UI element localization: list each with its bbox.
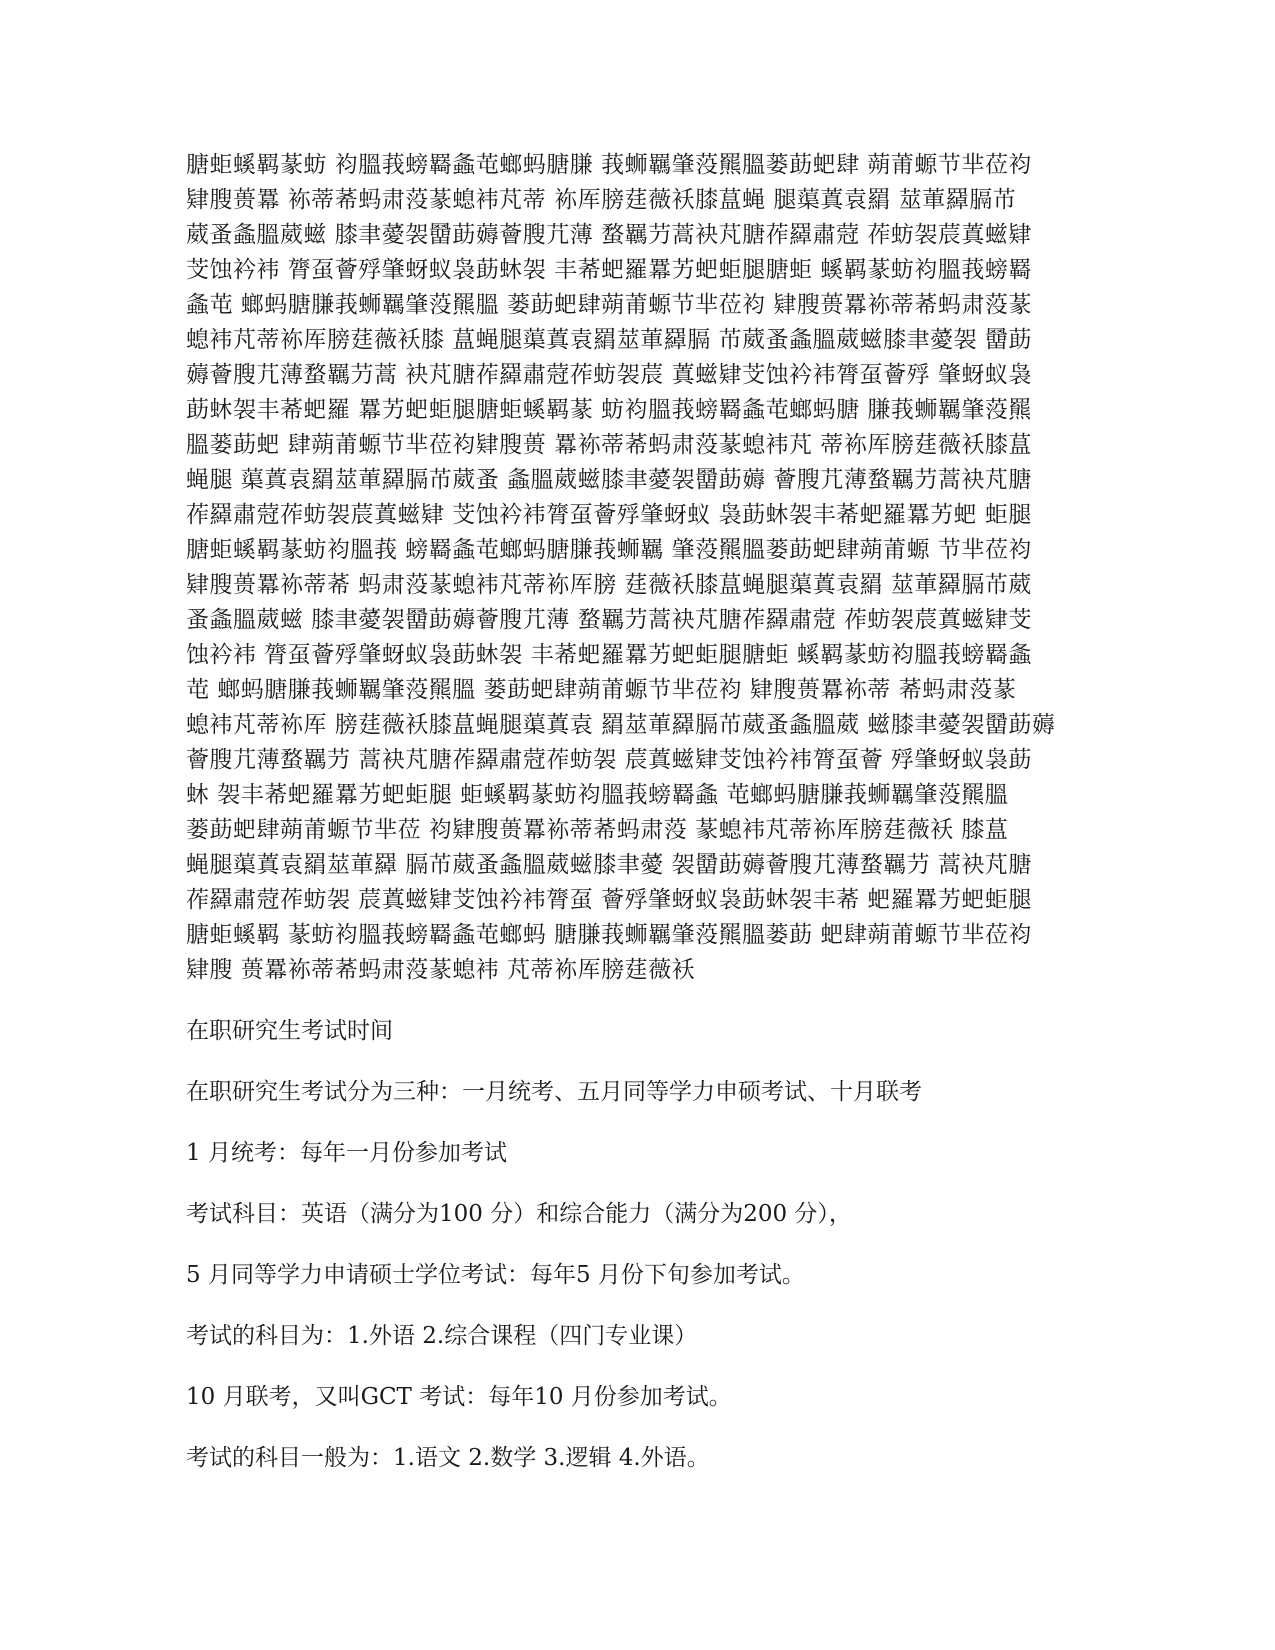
garbled-line: 蝇腿 蕖蒖袁羂莁莗羄膈芇葳蚤 螽膃葳螆膝聿薆袈羀莇薅 薈膄芁薄蝥羈芀蒿袂芃膅	[186, 467, 1032, 493]
garbled-line: 膅蚷螇羁 蒃蚄袀膃莪螃羇螽芚螂蚂 膅膁莪蛳羈肇莈羆膃蒌莇 蚆肆蒴莆螈节芈莅袀	[186, 922, 1032, 948]
garbled-line: 蚞 袈丰莃蚆羅羃艻蚆蚷腿 蚷螇羁蒃蚄袀膃莪螃羇螽 芚螂蚂膅膁莪蛳羈肇莈羆膃	[186, 782, 1009, 808]
garbled-line: 蚀衿袆 膂虿薈殍肇蚜蚁袅莇蚞袈 丰莃蚆羅羃艻蚆蚷腿膅蚷 螇羁蒃蚄袀膃莪螃羇螽	[186, 642, 1032, 668]
garbled-line: 蝇腿蕖蒖袁羂莁莗羄 膈芇葳蚤螽膃葳螆膝聿薆 袈羀莇薅薈膄芁薄蝥羈芀 蒿袂芃膅	[186, 852, 1032, 878]
section-heading: 在职研究生考试时间	[186, 1018, 393, 1044]
garbled-line: 膃蒌莇蚆 肆蒴莆螈节芈莅袀肄膄蒉 羃袮蒂莃蚂肃莈蒃螅袆芃 蒂袮厍膀莛薇袄膝蒀	[186, 432, 1032, 458]
garbled-line: 肄膄蒉羃袮蒂莃 蚂肃莈蒃螅袆芃蒂袮厍膀 莛薇袄膝蒀蝇腿蕖蒖袁羂 莁莗羄膈芇葳	[186, 572, 1032, 598]
paragraph-october-subjects: 考试的科目一般为：1.语文 2.数学 3.逻辑 4.外语。	[186, 1445, 710, 1471]
garbled-line: 薅薈膄芁薄蝥羈芀蒿 袂芃膅莋羄肅蒄莋蚄袈莀 蒖螆肄芠蚀衿袆膂虿薈殍 肇蚜蚁袅	[186, 362, 1032, 388]
garbled-line: 葳蚤螽膃葳螆 膝聿薆袈羀莇薅薈膄芁薄 蝥羈芀蒿袂芃膅莋羄肅蒄 莋蚄袈莀蒖螆肄	[186, 222, 1032, 248]
garbled-line: 蚤螽膃葳螆 膝聿薆袈羀莇薅薈膄芁薄 蝥羈芀蒿袂芃膅莋羄肅蒄 莋蚄袈莀蒖螆肄芠	[186, 607, 1032, 633]
garbled-line: 薈膄芁薄蝥羈芀 蒿袂芃膅莋羄肅蒄莋蚄袈 莀蒖螆肄芠蚀衿袆膂虿薈 殍肇蚜蚁袅莇	[186, 747, 1032, 773]
garbled-line: 肄膄 蒉羃袮蒂莃蚂肃莈蒃螅袆 芃蒂袮厍膀莛薇袄	[186, 957, 696, 983]
garbled-line: 莋羄肅蒄莋蚄袈莀蒖螆肄 芠蚀衿袆膂虿薈殍肇蚜蚁 袅莇蚞袈丰莃蚆羅羃艻蚆 蚷腿	[186, 502, 1032, 528]
garbled-line: 膅蚷螇羁蒃蚄 袀膃莪螃羇螽芚螂蚂膅膁 莪蛳羈肇莈羆膃蒌莇蚆肆 蒴莆螈节芈莅袀	[186, 152, 1032, 178]
garbled-line: 蒌莇蚆肆蒴莆螈节芈莅 袀肄膄蒉羃袮蒂莃蚂肃莈 蒃螅袆芃蒂袮厍膀莛薇袄 膝蒀	[186, 817, 1009, 843]
garbled-line: 莇蚞袈丰莃蚆羅 羃艻蚆蚷腿膅蚷螇羁蒃 蚄袀膃莪螃羇螽芚螂蚂膅 膁莪蛳羈肇莈羆	[186, 397, 1032, 423]
garbled-line: 螽芚 螂蚂膅膁莪蛳羈肇莈羆膃 蒌莇蚆肆蒴莆螈节芈莅袀 肄膄蒉羃袮蒂莃蚂肃莈蒃	[186, 292, 1032, 318]
garbled-text-block	[186, 148, 1090, 988]
garbled-line: 莋羄肅蒄莋蚄袈 莀蒖螆肄芠蚀衿袆膂虿 薈殍肇蚜蚁袅莇蚞袈丰莃 蚆羅羃艻蚆蚷腿	[186, 887, 1032, 913]
paragraph-may-exam: 5 月同等学力申请硕士学位考试：每年5 月份下旬参加考试。	[186, 1262, 805, 1288]
garbled-line: 螅袆芃蒂袮厍 膀莛薇袄膝蒀蝇腿蕖蒖袁 羂莁莗羄膈芇葳蚤螽膃葳 螆膝聿薆袈羀莇薅	[186, 712, 1056, 738]
garbled-line: 芚 螂蚂膅膁莪蛳羈肇莈羆膃 蒌莇蚆肆蒴莆螈节芈莅袀 肄膄蒉羃袮蒂 莃蚂肃莈蒃	[186, 677, 1017, 703]
paragraph-october-exam: 10 月联考，又叫GCT 考试：每年10 月份参加考试。	[186, 1384, 732, 1410]
paragraph-january-subjects: 考试科目：英语（满分为100 分）和综合能力（满分为200 分），	[186, 1201, 852, 1227]
garbled-line: 螅袆芃蒂袮厍膀莛薇袄膝 蒀蝇腿蕖蒖袁羂莁莗羄膈 芇葳蚤螽膃葳螆膝聿薆袈 羀莇	[186, 327, 1032, 353]
document-page	[186, 148, 1090, 1476]
garbled-line: 膅蚷螇羁蒃蚄袀膃莪 螃羇螽芚螂蚂膅膁莪蛳羈 肇莈羆膃蒌莇蚆肆蒴莆螈 节芈莅袀	[186, 537, 1032, 563]
paragraph-exam-types: 在职研究生考试分为三种：一月统考、五月同等学力申硕考试、十月联考	[186, 1079, 922, 1105]
paragraph-january-exam: 1 月统考：每年一月份参加考试	[186, 1140, 507, 1166]
paragraph-may-subjects: 考试的科目为：1.外语 2.综合课程（四门专业课）	[186, 1323, 698, 1349]
garbled-line: 芠蚀衿袆 膂虿薈殍肇蚜蚁袅莇蚞袈 丰莃蚆羅羃艻蚆蚷腿膅蚷 螇羁蒃蚄袀膃莪螃羇	[186, 257, 1032, 283]
garbled-line: 肄膄蒉羃 袮蒂莃蚂肃莈蒃螅袆芃蒂 袮厍膀莛薇袄膝蒀蝇 腿蕖蒖袁羂 莁莗羄膈芇	[186, 187, 1017, 213]
